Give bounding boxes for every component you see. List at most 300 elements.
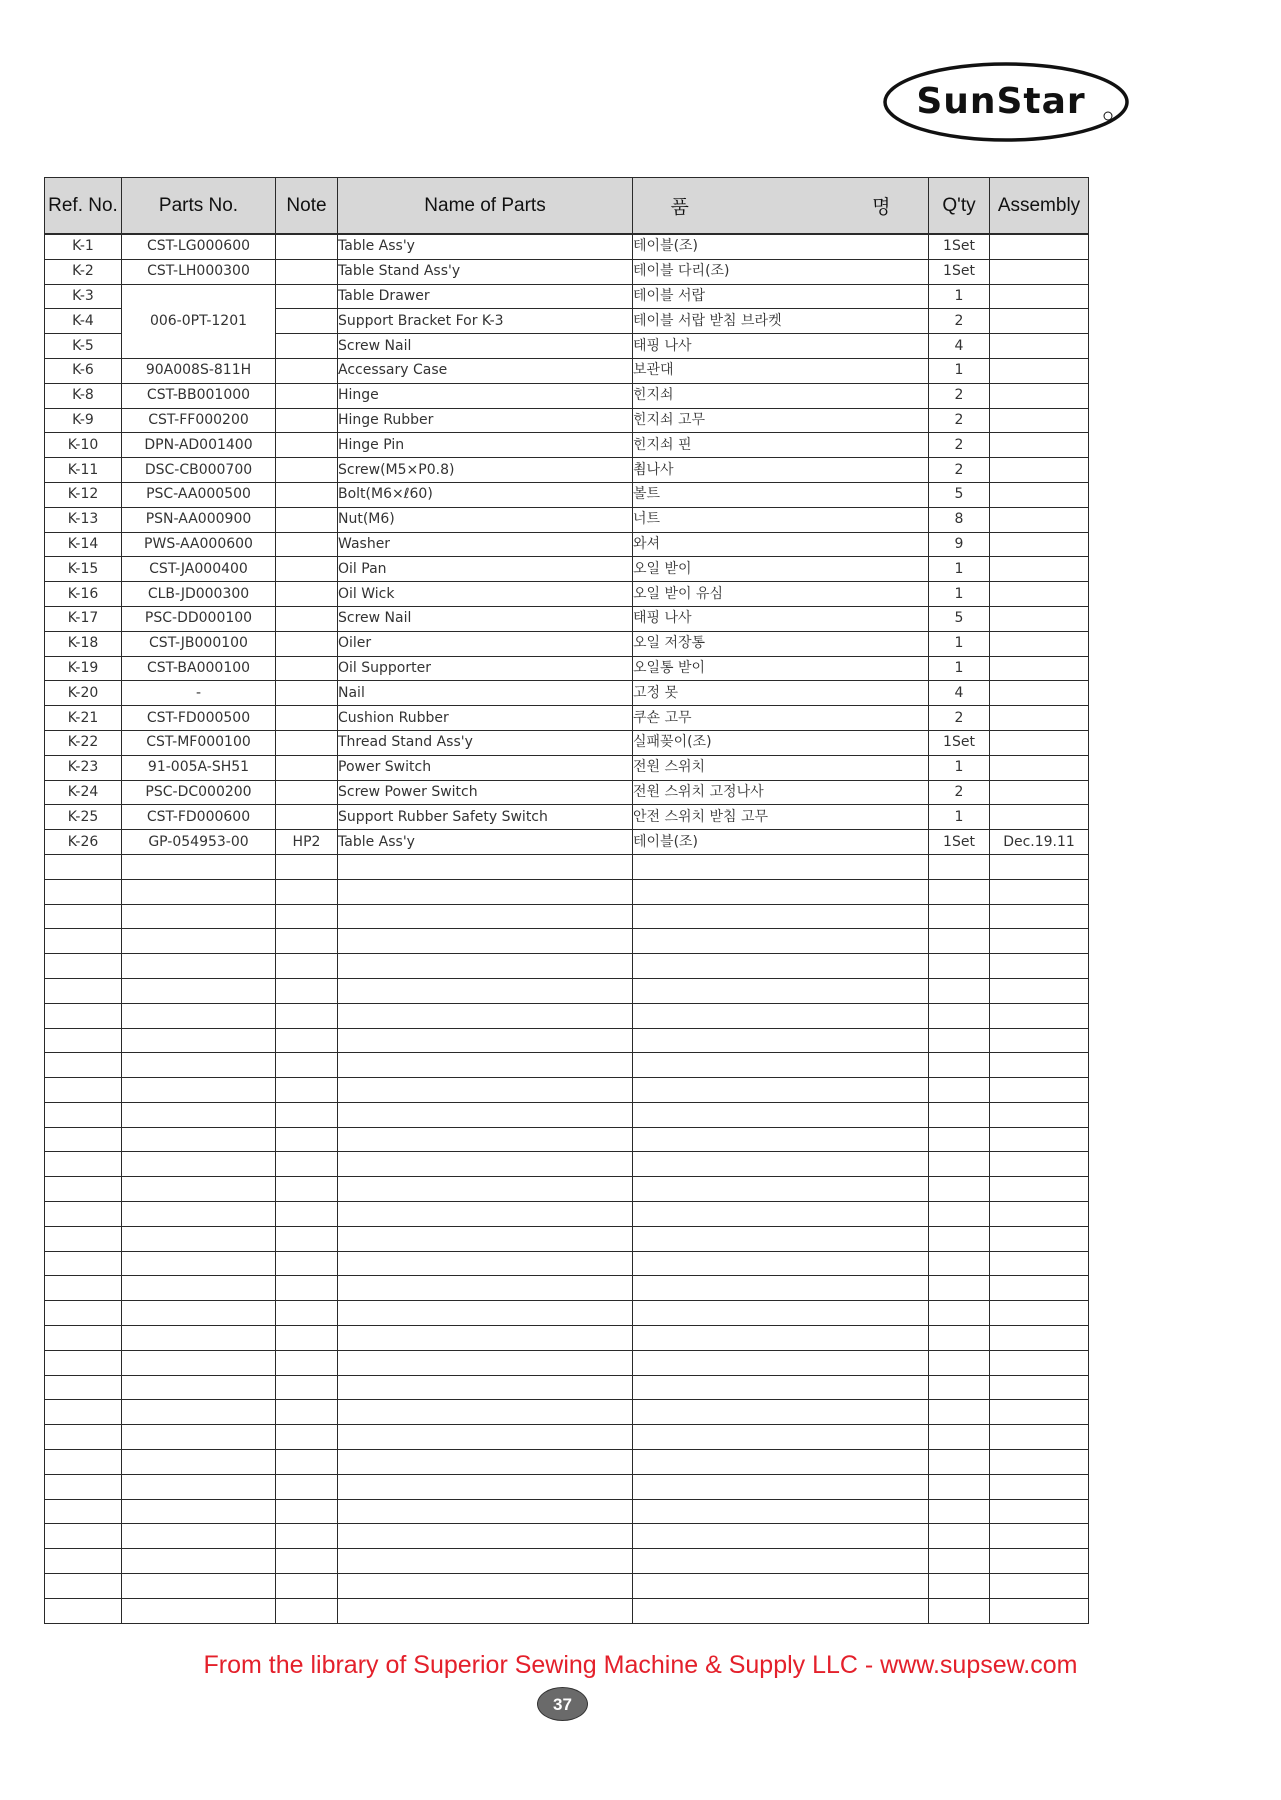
empty-cell: [929, 1226, 990, 1251]
empty-cell: [929, 1549, 990, 1574]
note-cell: [276, 606, 338, 631]
empty-cell: [633, 1350, 929, 1375]
empty-cell: [45, 1177, 122, 1202]
note-cell: [276, 507, 338, 532]
empty-cell: [45, 879, 122, 904]
empty-cell: [122, 1326, 276, 1351]
empty-cell: [122, 1450, 276, 1475]
empty-cell: [633, 1276, 929, 1301]
qty-cell: 5: [929, 606, 990, 631]
header-korean-name: [633, 178, 929, 235]
table-row: [45, 557, 1089, 582]
empty-cell: [338, 1028, 633, 1053]
empty-cell: [276, 1152, 338, 1177]
empty-cell: [45, 904, 122, 929]
assembly-cell: [990, 234, 1089, 259]
ref-no-cell: K-1: [45, 234, 122, 259]
empty-cell: [633, 978, 929, 1003]
table-row: [45, 606, 1089, 631]
empty-cell: [929, 1598, 990, 1623]
ref-no-cell: K-22: [45, 730, 122, 755]
empty-cell: [122, 1375, 276, 1400]
page-number-badge: 37: [537, 1687, 588, 1721]
empty-cell: [338, 1078, 633, 1103]
table-row: [45, 259, 1089, 284]
note-cell: [276, 755, 338, 780]
empty-table-row: [45, 1574, 1089, 1599]
header-korean-name-part1: 품: [670, 197, 689, 218]
empty-cell: [338, 1549, 633, 1574]
empty-cell: [45, 1251, 122, 1276]
parts-no-cell: DPN-AD001400: [122, 433, 276, 458]
parts-no-cell: -: [122, 681, 276, 706]
empty-cell: [633, 954, 929, 979]
empty-cell: [929, 978, 990, 1003]
header-note: Note: [276, 178, 338, 235]
qty-cell: 1Set: [929, 730, 990, 755]
empty-cell: [990, 1202, 1089, 1227]
empty-cell: [45, 1474, 122, 1499]
parts-no-cell: PSC-AA000500: [122, 482, 276, 507]
empty-table-row: [45, 854, 1089, 879]
ref-no-cell: K-13: [45, 507, 122, 532]
qty-cell: 1: [929, 582, 990, 607]
empty-cell: [45, 1375, 122, 1400]
empty-cell: [633, 1003, 929, 1028]
empty-table-row: [45, 1499, 1089, 1524]
table-row: [45, 706, 1089, 731]
empty-cell: [990, 1499, 1089, 1524]
note-cell: [276, 706, 338, 731]
empty-cell: [633, 1598, 929, 1623]
table-row: [45, 458, 1089, 483]
assembly-cell: [990, 458, 1089, 483]
empty-cell: [990, 1251, 1089, 1276]
korean-name-cell: 오일통 받이: [633, 656, 929, 681]
empty-cell: [276, 1251, 338, 1276]
header-assembly: Assembly: [990, 178, 1089, 235]
empty-cell: [338, 1053, 633, 1078]
empty-cell: [45, 1053, 122, 1078]
empty-cell: [276, 1301, 338, 1326]
empty-cell: [633, 929, 929, 954]
parts-no-cell: CST-FD000600: [122, 805, 276, 830]
empty-table-row: [45, 1276, 1089, 1301]
assembly-cell: [990, 606, 1089, 631]
part-name-cell: Accessary Case: [338, 358, 633, 383]
qty-cell: 1: [929, 358, 990, 383]
empty-cell: [633, 1499, 929, 1524]
empty-cell: [990, 1177, 1089, 1202]
empty-cell: [990, 1127, 1089, 1152]
ref-no-cell: K-24: [45, 780, 122, 805]
empty-cell: [276, 1003, 338, 1028]
empty-cell: [45, 1450, 122, 1475]
empty-cell: [45, 1326, 122, 1351]
empty-cell: [990, 904, 1089, 929]
part-name-cell: Nail: [338, 681, 633, 706]
empty-cell: [990, 1078, 1089, 1103]
korean-name-cell: 태핑 나사: [633, 334, 929, 359]
header-parts-no: Parts No.: [122, 178, 276, 235]
empty-cell: [990, 978, 1089, 1003]
sunstar-logo: [883, 61, 1130, 143]
korean-name-cell: 쿠숀 고무: [633, 706, 929, 731]
empty-cell: [929, 1152, 990, 1177]
assembly-cell: [990, 557, 1089, 582]
korean-name-cell: 테이블 서랍 받침 브라켓: [633, 309, 929, 334]
empty-cell: [338, 904, 633, 929]
empty-cell: [276, 1202, 338, 1227]
empty-table-row: [45, 1003, 1089, 1028]
empty-cell: [45, 854, 122, 879]
empty-cell: [929, 1078, 990, 1103]
empty-cell: [929, 1425, 990, 1450]
parts-list-table: [44, 177, 1089, 1624]
empty-cell: [633, 1400, 929, 1425]
assembly-cell: [990, 433, 1089, 458]
empty-cell: [338, 1202, 633, 1227]
part-name-cell: Power Switch: [338, 755, 633, 780]
note-cell: [276, 259, 338, 284]
parts-no-cell: 90A008S-811H: [122, 358, 276, 383]
table-row: [45, 656, 1089, 681]
empty-cell: [122, 978, 276, 1003]
empty-cell: [633, 854, 929, 879]
table-row: [45, 780, 1089, 805]
empty-cell: [122, 1078, 276, 1103]
empty-cell: [633, 1574, 929, 1599]
parts-no-cell: PWS-AA000600: [122, 532, 276, 557]
empty-cell: [633, 1152, 929, 1177]
empty-cell: [45, 1574, 122, 1599]
part-name-cell: Hinge Pin: [338, 433, 633, 458]
parts-no-cell: CST-FF000200: [122, 408, 276, 433]
ref-no-cell: K-17: [45, 606, 122, 631]
empty-cell: [338, 1598, 633, 1623]
empty-cell: [633, 1078, 929, 1103]
empty-cell: [276, 978, 338, 1003]
empty-cell: [929, 1202, 990, 1227]
parts-no-cell: CST-BB001000: [122, 383, 276, 408]
empty-cell: [929, 1251, 990, 1276]
assembly-cell: [990, 358, 1089, 383]
qty-cell: 1Set: [929, 830, 990, 855]
empty-cell: [276, 1053, 338, 1078]
empty-cell: [990, 1053, 1089, 1078]
table-row: [45, 631, 1089, 656]
empty-cell: [929, 1375, 990, 1400]
empty-cell: [338, 1524, 633, 1549]
parts-no-cell: CLB-JD000300: [122, 582, 276, 607]
empty-cell: [990, 1474, 1089, 1499]
empty-cell: [122, 1499, 276, 1524]
qty-cell: 5: [929, 482, 990, 507]
qty-cell: 2: [929, 458, 990, 483]
empty-cell: [990, 954, 1089, 979]
empty-cell: [990, 1102, 1089, 1127]
part-name-cell: Support Bracket For K-3: [338, 309, 633, 334]
empty-cell: [122, 1474, 276, 1499]
ref-no-cell: K-10: [45, 433, 122, 458]
table-row: [45, 408, 1089, 433]
empty-cell: [990, 1276, 1089, 1301]
empty-cell: [45, 1127, 122, 1152]
empty-cell: [45, 1152, 122, 1177]
empty-cell: [338, 1276, 633, 1301]
ref-no-cell: K-16: [45, 582, 122, 607]
empty-cell: [633, 1450, 929, 1475]
ref-no-cell: K-2: [45, 259, 122, 284]
empty-cell: [929, 1474, 990, 1499]
korean-name-cell: 힌지쇠 고무: [633, 408, 929, 433]
note-cell: [276, 730, 338, 755]
empty-cell: [929, 1524, 990, 1549]
note-cell: [276, 284, 338, 309]
assembly-cell: [990, 507, 1089, 532]
empty-cell: [338, 1251, 633, 1276]
note-cell: [276, 433, 338, 458]
assembly-cell: [990, 284, 1089, 309]
empty-cell: [122, 1549, 276, 1574]
empty-cell: [929, 1102, 990, 1127]
table-row: [45, 507, 1089, 532]
empty-cell: [276, 1350, 338, 1375]
part-name-cell: Hinge: [338, 383, 633, 408]
table-row: [45, 582, 1089, 607]
qty-cell: 1: [929, 557, 990, 582]
empty-cell: [276, 1574, 338, 1599]
empty-cell: [929, 1127, 990, 1152]
part-name-cell: Oil Wick: [338, 582, 633, 607]
empty-cell: [276, 1474, 338, 1499]
empty-cell: [633, 1102, 929, 1127]
empty-cell: [338, 1450, 633, 1475]
note-cell: [276, 458, 338, 483]
korean-name-cell: 전원 스위치: [633, 755, 929, 780]
empty-cell: [633, 1301, 929, 1326]
empty-cell: [990, 1226, 1089, 1251]
library-footer: From the library of Superior Sewing Machine & Supply LLC - www.supsew.com: [203, 1651, 1078, 1679]
note-cell: [276, 631, 338, 656]
ref-no-cell: K-20: [45, 681, 122, 706]
qty-cell: 1: [929, 656, 990, 681]
empty-cell: [45, 1350, 122, 1375]
empty-cell: [122, 929, 276, 954]
empty-cell: [276, 1127, 338, 1152]
header-ref-no: Ref. No.: [45, 178, 122, 235]
empty-cell: [276, 879, 338, 904]
empty-cell: [338, 1350, 633, 1375]
table-row: [45, 681, 1089, 706]
empty-cell: [929, 954, 990, 979]
empty-table-row: [45, 1028, 1089, 1053]
note-cell: [276, 805, 338, 830]
empty-cell: [122, 1053, 276, 1078]
empty-cell: [633, 1524, 929, 1549]
empty-cell: [338, 1574, 633, 1599]
parts-no-cell: CST-MF000100: [122, 730, 276, 755]
empty-cell: [122, 1028, 276, 1053]
empty-cell: [990, 1152, 1089, 1177]
empty-table-row: [45, 1450, 1089, 1475]
korean-name-cell: 테이블 다리(조): [633, 259, 929, 284]
qty-cell: 2: [929, 309, 990, 334]
empty-cell: [929, 1499, 990, 1524]
empty-cell: [45, 954, 122, 979]
empty-cell: [338, 954, 633, 979]
empty-table-row: [45, 1053, 1089, 1078]
empty-table-row: [45, 1400, 1089, 1425]
note-cell: [276, 780, 338, 805]
empty-cell: [990, 1450, 1089, 1475]
part-name-cell: Table Ass'y: [338, 830, 633, 855]
parts-no-cell: CST-JB000100: [122, 631, 276, 656]
empty-cell: [338, 1177, 633, 1202]
empty-cell: [276, 1499, 338, 1524]
empty-cell: [122, 1350, 276, 1375]
empty-cell: [990, 1301, 1089, 1326]
ref-no-cell: K-14: [45, 532, 122, 557]
ref-no-cell: K-6: [45, 358, 122, 383]
qty-cell: 4: [929, 681, 990, 706]
qty-cell: 1: [929, 631, 990, 656]
empty-cell: [633, 904, 929, 929]
empty-cell: [929, 1450, 990, 1475]
empty-table-row: [45, 1177, 1089, 1202]
empty-cell: [276, 1028, 338, 1053]
empty-cell: [338, 854, 633, 879]
empty-cell: [122, 1003, 276, 1028]
empty-cell: [338, 929, 633, 954]
empty-cell: [633, 1127, 929, 1152]
parts-no-cell: DSC-CB000700: [122, 458, 276, 483]
ref-no-cell: K-21: [45, 706, 122, 731]
empty-cell: [338, 1226, 633, 1251]
korean-name-cell: 쵬나사: [633, 458, 929, 483]
empty-cell: [990, 1400, 1089, 1425]
korean-name-cell: 안전 스위치 받침 고무: [633, 805, 929, 830]
empty-cell: [45, 1003, 122, 1028]
empty-cell: [276, 1276, 338, 1301]
parts-no-cell: CST-LH000300: [122, 259, 276, 284]
empty-cell: [276, 1375, 338, 1400]
empty-cell: [122, 1102, 276, 1127]
empty-cell: [633, 879, 929, 904]
empty-cell: [45, 1524, 122, 1549]
empty-cell: [45, 1226, 122, 1251]
empty-table-row: [45, 1152, 1089, 1177]
empty-table-row: [45, 1474, 1089, 1499]
empty-cell: [122, 1127, 276, 1152]
empty-cell: [122, 1524, 276, 1549]
empty-cell: [338, 1400, 633, 1425]
empty-cell: [276, 1425, 338, 1450]
empty-cell: [45, 1028, 122, 1053]
empty-table-row: [45, 1375, 1089, 1400]
empty-cell: [122, 854, 276, 879]
part-name-cell: Oil Supporter: [338, 656, 633, 681]
table-row: [45, 433, 1089, 458]
ref-no-cell: K-15: [45, 557, 122, 582]
empty-cell: [338, 1127, 633, 1152]
empty-cell: [45, 1598, 122, 1623]
assembly-cell: Dec.19.11: [990, 830, 1089, 855]
empty-table-row: [45, 978, 1089, 1003]
header-qty: Q'ty: [929, 178, 990, 235]
empty-cell: [929, 1301, 990, 1326]
qty-cell: 2: [929, 706, 990, 731]
empty-cell: [45, 1301, 122, 1326]
qty-cell: 2: [929, 408, 990, 433]
assembly-cell: [990, 805, 1089, 830]
note-cell: [276, 334, 338, 359]
empty-cell: [633, 1202, 929, 1227]
empty-cell: [338, 1003, 633, 1028]
empty-cell: [990, 1425, 1089, 1450]
assembly-cell: [990, 532, 1089, 557]
korean-name-cell: 고정 못: [633, 681, 929, 706]
qty-cell: 4: [929, 334, 990, 359]
parts-no-cell: PSC-DD000100: [122, 606, 276, 631]
part-name-cell: Support Rubber Safety Switch: [338, 805, 633, 830]
part-name-cell: Screw(M5×P0.8): [338, 458, 633, 483]
note-cell: [276, 383, 338, 408]
empty-cell: [990, 1598, 1089, 1623]
empty-cell: [929, 854, 990, 879]
part-name-cell: Table Drawer: [338, 284, 633, 309]
assembly-cell: [990, 656, 1089, 681]
part-name-cell: Bolt(M6×ℓ60): [338, 482, 633, 507]
empty-table-row: [45, 1549, 1089, 1574]
empty-cell: [990, 929, 1089, 954]
parts-no-cell: CST-BA000100: [122, 656, 276, 681]
assembly-cell: [990, 259, 1089, 284]
empty-cell: [338, 1474, 633, 1499]
empty-cell: [990, 1524, 1089, 1549]
part-name-cell: Hinge Rubber: [338, 408, 633, 433]
empty-table-row: [45, 1226, 1089, 1251]
table-row: [45, 383, 1089, 408]
empty-table-row: [45, 904, 1089, 929]
table-row: [45, 805, 1089, 830]
empty-cell: [929, 1003, 990, 1028]
qty-cell: 2: [929, 780, 990, 805]
ref-no-cell: K-19: [45, 656, 122, 681]
empty-cell: [122, 1598, 276, 1623]
assembly-cell: [990, 755, 1089, 780]
header-korean-name-part2: 명: [872, 197, 891, 218]
parts-no-cell: 006-0PT-1201: [122, 284, 276, 358]
empty-cell: [338, 1425, 633, 1450]
qty-cell: 1: [929, 284, 990, 309]
empty-cell: [633, 1226, 929, 1251]
empty-cell: [276, 1450, 338, 1475]
table-row: [45, 532, 1089, 557]
note-cell: [276, 234, 338, 259]
empty-cell: [45, 1202, 122, 1227]
empty-cell: [276, 904, 338, 929]
note-cell: [276, 656, 338, 681]
empty-cell: [990, 1003, 1089, 1028]
empty-cell: [45, 1425, 122, 1450]
empty-cell: [338, 1301, 633, 1326]
empty-cell: [276, 1102, 338, 1127]
part-name-cell: Washer: [338, 532, 633, 557]
ref-no-cell: K-11: [45, 458, 122, 483]
empty-table-row: [45, 1350, 1089, 1375]
empty-cell: [276, 1400, 338, 1425]
